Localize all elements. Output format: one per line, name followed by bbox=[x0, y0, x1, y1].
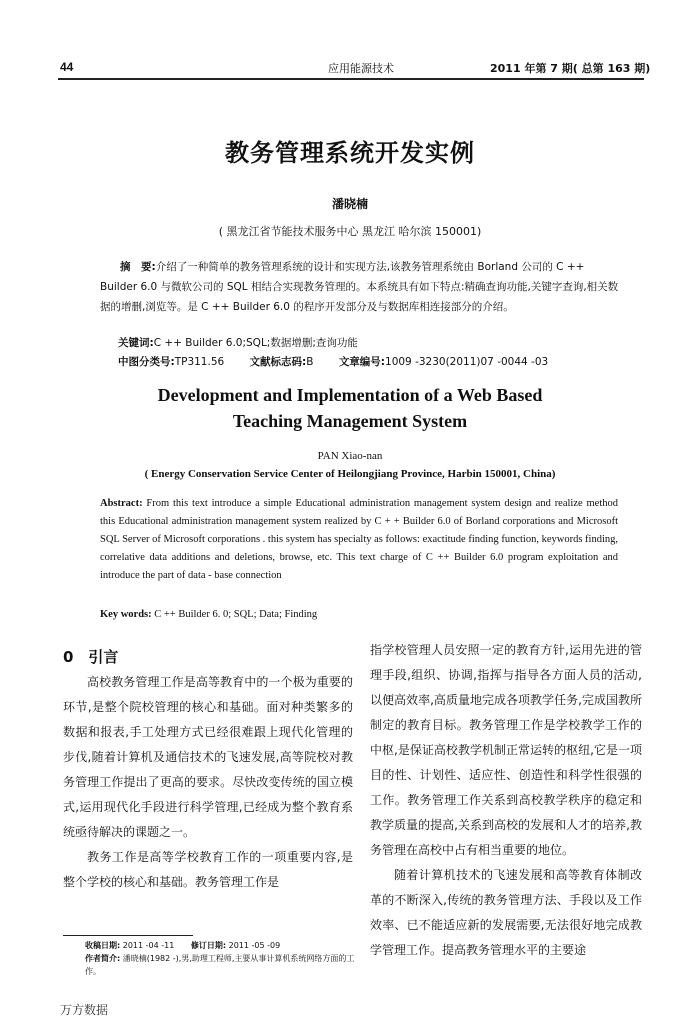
abstract-cn-text: 介绍了一种简单的教务管理系统的设计和实现方法,该教务管理系统由 Borland 公司的 C ++ Builder 6.0 与微软公司的 SQL 相结合实现教务管理的。本系统具有如下特点:精确查询功能,关键字查询,相关数据的增删,浏览等。是 C ++ Builder 6.0 的程序开发部分及与数据库相连接部分的介绍。 bbox=[100, 261, 619, 313]
article-no-label: 文章编号: bbox=[338, 356, 386, 368]
abstract-cn-label: 摘 要: bbox=[120, 261, 156, 273]
abstract-en bbox=[100, 495, 618, 585]
body-column-left bbox=[63, 670, 353, 895]
keywords-en-text: C ++ Builder 6. 0; SQL; Data; Finding bbox=[154, 609, 318, 620]
watermark: 万方数据 bbox=[60, 1003, 109, 1017]
received-label: 收稿日期: bbox=[85, 941, 121, 950]
doc-code-value: B bbox=[306, 356, 314, 368]
abstract-en-text: From this text introduce a simple Educational administration management system design and realize method this Educational administration management system realized by C + + Builder 6.0 of Borland corporations and Microsoft SQL Server of Microsoft corporations . this system has specialty as follows: exactitude finding function, keywords finding, correlative data additions and deletions, browse, etc. This text charge of C ++ Builder 6.0 program exploitation and introduce the part of data - base connection bbox=[100, 498, 618, 581]
abstract-cn bbox=[100, 257, 620, 317]
keywords-cn-label: 关键词: bbox=[118, 337, 154, 349]
footnote-rule bbox=[63, 935, 193, 936]
author-cn: 潘晓楠 bbox=[331, 197, 368, 211]
revised-label: 修订日期: bbox=[190, 941, 227, 950]
keywords-cn bbox=[118, 333, 638, 353]
keywords-en bbox=[100, 609, 618, 620]
header-rule bbox=[58, 78, 644, 80]
keywords-en-label: Key words: bbox=[100, 609, 152, 620]
title-en bbox=[0, 382, 700, 434]
body-column-right bbox=[370, 638, 642, 963]
title-cn: 教务管理系统开发实例 bbox=[225, 139, 475, 167]
title-en-line2: Teaching Management System bbox=[232, 411, 468, 431]
bio-text: 潘晓楠(1982 -),男,助理工程师,主要从事计算机系统网络方面的工作。 bbox=[85, 954, 355, 976]
section-heading-intro: 0 引言 bbox=[63, 648, 119, 666]
classification-line bbox=[118, 352, 638, 372]
body-paragraph: 高校教务管理工作是高等教育中的一个极为重要的环节,是整个院校管理的核心和基础。面对种类繁多的数据和报表,手工处理方式已经很难跟上现代化管理的步伐,随着计算机及通信技术的飞速发展,高等院校对教务管理工作提出了更高的要求。尽快改变传统的国立模式,运用现代化手段进行科学管理,已经成为整个教育系统亟待解决的课题之一。 bbox=[63, 675, 353, 839]
journal-name: 应用能源技术 bbox=[328, 62, 394, 75]
author-en: PAN Xiao-nan bbox=[317, 450, 383, 462]
affiliation-cn: ( 黑龙江省节能技术服务中心 黑龙江 哈尔滨 150001) bbox=[218, 225, 482, 238]
page-number: 44 bbox=[60, 60, 74, 74]
title-en-line1: Development and Implementation of a Web Based bbox=[157, 385, 543, 405]
issue-info: 2011 年第 7 期( 总第 163 期) bbox=[490, 62, 651, 75]
doc-code-label: 文献标志码: bbox=[249, 356, 307, 368]
body-paragraph: 教务工作是高等学校教育工作的一项重要内容,是整个学校的核心和基础。教务管理工作是 bbox=[63, 850, 353, 889]
affiliation-en: ( Energy Conservation Service Center of Heilongjiang Province, Harbin 150001, China) bbox=[144, 468, 556, 480]
received-date: 2011 -04 -11 bbox=[122, 941, 175, 950]
clc-label: 中图分类号: bbox=[118, 356, 175, 368]
bio-label: 作者简介: bbox=[85, 954, 121, 963]
abstract-en-label: Abstract: bbox=[100, 498, 143, 509]
clc-value: TP311.56 bbox=[174, 356, 225, 368]
body-paragraph: 随着计算机技术的飞速发展和高等教育体制改革的不断深入,传统的教务管理方法、手段以及工作效率、已不能适应新的发展需要,无法很好地完成教学管理工作。提高教务管理水平的主要途 bbox=[370, 868, 642, 957]
revised-date: 2011 -05 -09 bbox=[228, 941, 281, 950]
body-paragraph: 指学校管理人员安照一定的教育方针,运用先进的管理手段,组织、协调,指挥与指导各方面人员的活动,以便高效率,高质量地完成各项教学任务,完成国教所制定的教育目标。教务管理工作是学校教学工作的中枢,是保证高校教学机制正常运转的枢纽,它是一项目的性、计划性、适应性、创造性和科学性很强的工作。教务管理工作关系到高校教学秩序的稳定和教学质量的提高,关系到高校的发展和人才的培养,教务管理在高校中占有相当重要的地位。 bbox=[370, 643, 642, 857]
footnote bbox=[63, 939, 355, 978]
keywords-cn-text: C ++ Builder 6.0;SQL;数据增删;查询功能 bbox=[153, 337, 358, 349]
article-no-value: 1009 -3230(2011)07 -0044 -03 bbox=[385, 356, 549, 368]
